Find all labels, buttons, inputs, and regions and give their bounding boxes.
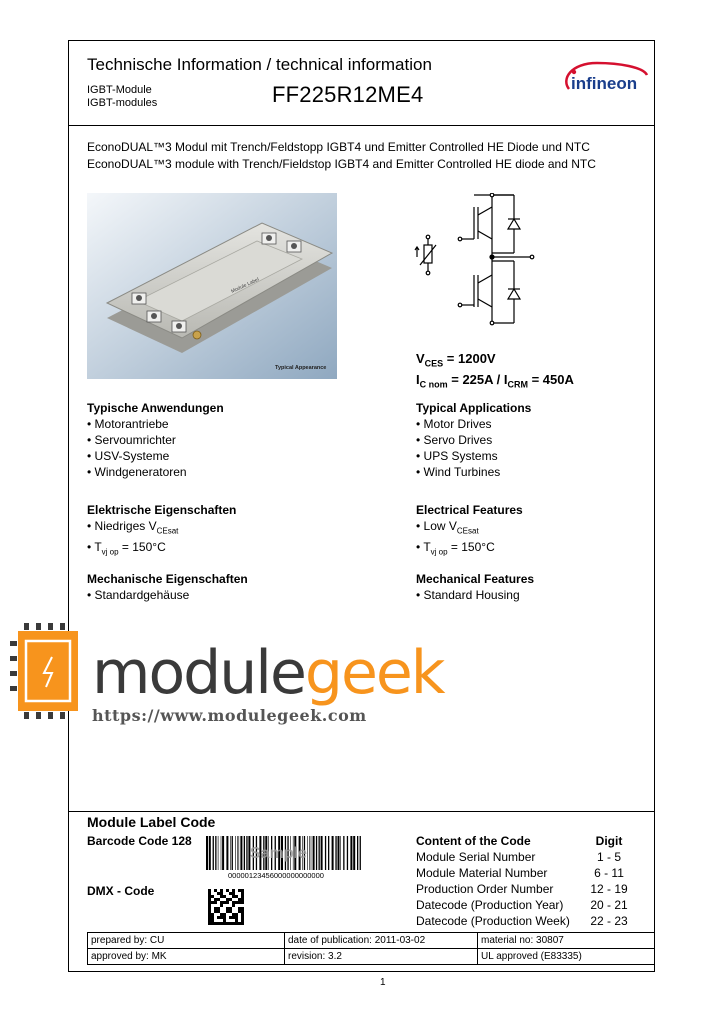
tvj-symbol: T: [94, 540, 102, 555]
vces-rating: [416, 351, 574, 372]
applications-heading-de: Typische Anwendungen: [87, 401, 224, 415]
datamatrix-code: [207, 888, 245, 926]
mechanical-heading-en: Mechanical Features: [416, 572, 535, 586]
code-row-name: Module Serial Number: [416, 850, 536, 864]
chip-icon: [10, 623, 78, 719]
code-row-name: Production Order Number: [416, 882, 554, 896]
code-row-name: Datecode (Production Week): [416, 914, 570, 928]
list-item: • Windgeneratoren: [87, 464, 224, 480]
barcode-number: 00000123456000000000000: [228, 871, 324, 880]
digit-heading: Digit: [595, 834, 623, 848]
table-row: [88, 949, 655, 965]
revision-cell: revision: 3.2: [285, 949, 478, 965]
watermark-url: https://www.modulegeek.com: [92, 706, 367, 725]
tvj-value: = 150°C: [118, 540, 166, 555]
code-row-digit: 6 - 11: [594, 866, 624, 880]
low-vce-text: Niedriges V: [94, 519, 157, 533]
watermark-brand-dark: module: [92, 638, 305, 708]
electrical-heading-de: Elektrische Eigenschaften: [87, 503, 237, 517]
key-ratings: [416, 351, 574, 392]
infineon-logo: [559, 59, 651, 99]
list-item: • Wind Turbines: [416, 464, 531, 480]
datasheet-header: [69, 41, 654, 126]
header-title: Technische Information / technical information: [87, 55, 432, 74]
tvj-value: = 150°C: [447, 540, 495, 555]
module-photo: [87, 193, 337, 379]
list-item: • Servoumrichter: [87, 432, 224, 448]
dmx-label: DMX - Code: [87, 884, 155, 898]
approval-table: [87, 932, 655, 965]
code-row-digit: 22 - 23: [590, 914, 628, 928]
subtitle-en: IGBT-modules: [87, 97, 158, 109]
tvj-subscript: vj op: [430, 547, 448, 557]
svg-text:modulegeek: [92, 638, 446, 708]
description-de: EconoDUAL™3 Modul mit Trench/Feldstopp IGBT4 und Emitter Controlled HE Diode und NTC: [87, 140, 590, 154]
list-item: • UPS Systems: [416, 448, 531, 464]
half-bridge-circuit-diagram: [414, 193, 536, 329]
approved-by-cell: approved by: MK: [88, 949, 285, 965]
label-code-title: Module Label Code: [87, 814, 216, 830]
vce-subscript: CEsat: [456, 526, 479, 536]
prepared-by-cell: prepared by: CU: [88, 933, 285, 949]
vce-subscript: CEsat: [156, 526, 179, 536]
list-item: • USV-Systeme: [87, 448, 224, 464]
list-item: [87, 518, 236, 539]
list-item: • Motor Drives: [416, 416, 531, 432]
tvj-subscript: vj op: [101, 547, 119, 557]
barcode-sample-overlay: Sample: [250, 845, 307, 862]
mechanical-heading-de: Mechanische Eigenschaften: [87, 572, 248, 586]
ic-rating: [416, 372, 574, 393]
description-en: EconoDUAL™3 module with Trench/Fieldstop IGBT4 and Emitter Controlled HE diode and NTC: [87, 157, 596, 171]
vces-value: = 1200V: [443, 351, 496, 366]
barcode-label: Barcode Code 128: [87, 834, 192, 848]
module-label-text: Module Label: [230, 276, 261, 295]
code-row-name: Module Material Number: [416, 866, 548, 880]
product-description: [87, 139, 596, 173]
content-heading: Content of the Code: [416, 834, 531, 848]
modulegeek-watermark: [0, 621, 723, 726]
publication-date-cell: date of publication: 2011-03-02: [285, 933, 478, 949]
photo-caption: Typical Appearance: [275, 365, 327, 371]
low-vce-text: Low V: [423, 519, 457, 533]
page-number: 1: [380, 977, 386, 988]
applications-en: [416, 400, 531, 480]
list-item: [416, 518, 523, 539]
datasheet-frame: [68, 40, 655, 972]
subtitle-de: IGBT-Module: [87, 84, 152, 96]
electrical-de: [87, 502, 236, 561]
code-row-name: Datecode (Production Year): [416, 898, 564, 912]
applications-de: [87, 400, 224, 480]
ic-value: = 225A / I: [447, 371, 508, 387]
ic-symbol: I: [416, 371, 420, 387]
ul-approval-cell: UL approved (E83335): [478, 949, 655, 965]
code-row-digit: 1 - 5: [596, 850, 621, 864]
code-row-digit: 12 - 19: [590, 882, 628, 896]
module-label-code-section: [69, 811, 654, 972]
code-row-digit: 20 - 21: [590, 898, 628, 912]
list-item: • Standard Housing: [416, 587, 534, 603]
table-row: [88, 933, 655, 949]
electrical-heading-en: Electrical Features: [416, 503, 523, 517]
icrm-value: = 450A: [527, 371, 574, 387]
list-item: [416, 539, 523, 560]
vces-subscript: CES: [424, 358, 444, 369]
mechanical-en: [416, 571, 534, 603]
list-item: • Standardgehäuse: [87, 587, 248, 603]
list-item: • Servo Drives: [416, 432, 531, 448]
icrm-subscript: CRM: [507, 379, 528, 390]
header-subtitle: [87, 84, 157, 110]
electrical-en: [416, 502, 523, 561]
list-item: • Motorantriebe: [87, 416, 224, 432]
logo-text: infineon: [571, 74, 638, 93]
applications-heading-en: Typical Applications: [416, 401, 532, 415]
list-item: [87, 539, 236, 560]
watermark-brand-accent: geek: [304, 638, 444, 708]
ic-subscript: C nom: [419, 379, 448, 390]
mechanical-de: [87, 571, 248, 603]
barcode-image: [204, 836, 364, 880]
tvj-symbol: T: [423, 540, 431, 555]
part-number: FF225R12ME4: [272, 82, 424, 107]
vces-symbol: V: [416, 351, 425, 366]
material-number-cell: material no: 30807: [478, 933, 655, 949]
